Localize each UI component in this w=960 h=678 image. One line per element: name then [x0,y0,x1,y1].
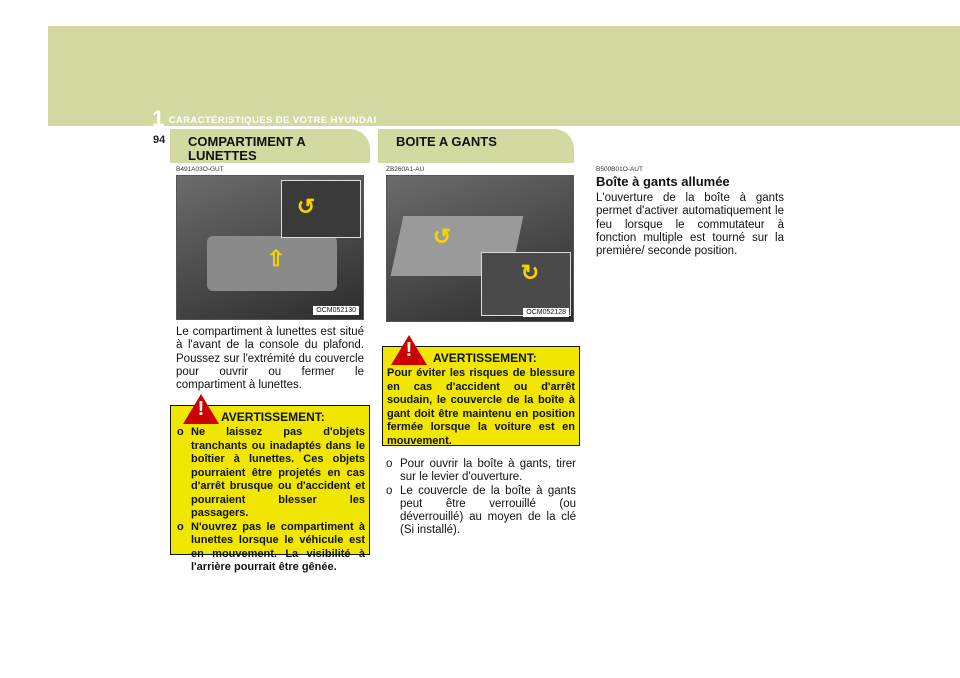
arrow-icon: ↺ [296,194,316,219]
section-tab-glasses [170,129,370,163]
arrow-icon: ↻ [520,260,540,285]
warning-text: Pour éviter les risques de blessure en cas d'accident ou d'arrêt soudain, le couvercle de la boîte à gant doit être maintenu en position fermée lorsque la voiture est en mouvement. [387,367,575,447]
section-tab-glovebox [378,129,574,163]
list-item: o Le couvercle de la boîte à gants peut être verrouillé (ou déverrouillé) au moyen de la clé (Si installé). [386,484,576,537]
list-item: o Pour ouvrir la boîte à gants, tirer sur le levier d'ouverture. [386,458,576,484]
section-title-glasses: COMPARTIMENT A LUNETTES [188,134,306,163]
section-code-glovebox: ZB260A1-AU [386,166,425,173]
section-code-glasses: B491A03O-GUT [176,166,224,173]
warning-box-glovebox [382,339,580,447]
photo-label: OCM052128 [523,308,569,317]
glovebox-list [386,458,576,538]
warning-mark: ! [197,398,205,420]
warning-list [177,426,365,575]
heading-glovebox-light: Boîte à gants allumée [596,174,730,189]
arrow-up-icon: ⇧ [266,246,286,271]
warning-item: o N'ouvrez pas le compartiment à lunettes lorsque le véhicule est en mouvement. La visibilité à l'arrière pourrait être gênée. [177,520,365,573]
warning-title: AVERTISSEMENT: [433,351,537,365]
warning-box-glasses [170,398,370,573]
warning-mark: ! [405,339,413,361]
photo-glovebox [386,175,574,322]
page-number: 94 [153,134,166,146]
inset-photo [281,180,361,238]
photo-glasses-compartment [176,175,364,320]
glasses-paragraph: Le compartiment à lunettes est situé à l'avant de la console du plafond. Poussez sur l'extrémité du couvercle pour ouvrir ou fermer le compartiment à lunettes. [176,326,364,392]
chapter-number: 1 [152,106,165,131]
section-code-light: B500B01O-AUT [596,166,643,173]
section-title-glovebox: BOITE A GANTS [396,134,497,149]
photo-label: OCM052130 [313,306,359,315]
warning-title: AVERTISSEMENT: [221,410,325,424]
light-paragraph: L'ouverture de la boîte à gants permet d'activer automatiquement le feu lorsque le commutateur à fonction multiple est tourné sur la première/ seconde position. [596,192,784,258]
warning-item: o Ne laissez pas d'objets tranchants ou inadaptés dans le boîtier à lunettes. Ces objets pourraient être projetés en cas d'arrêt brusque ou d'accident et pourraient blesser les passagers. [177,426,365,519]
chapter-title: CARACTÉRISTIQUES DE VOTRE HYUNDAI [168,115,377,126]
arrow-icon: ↺ [432,224,452,249]
